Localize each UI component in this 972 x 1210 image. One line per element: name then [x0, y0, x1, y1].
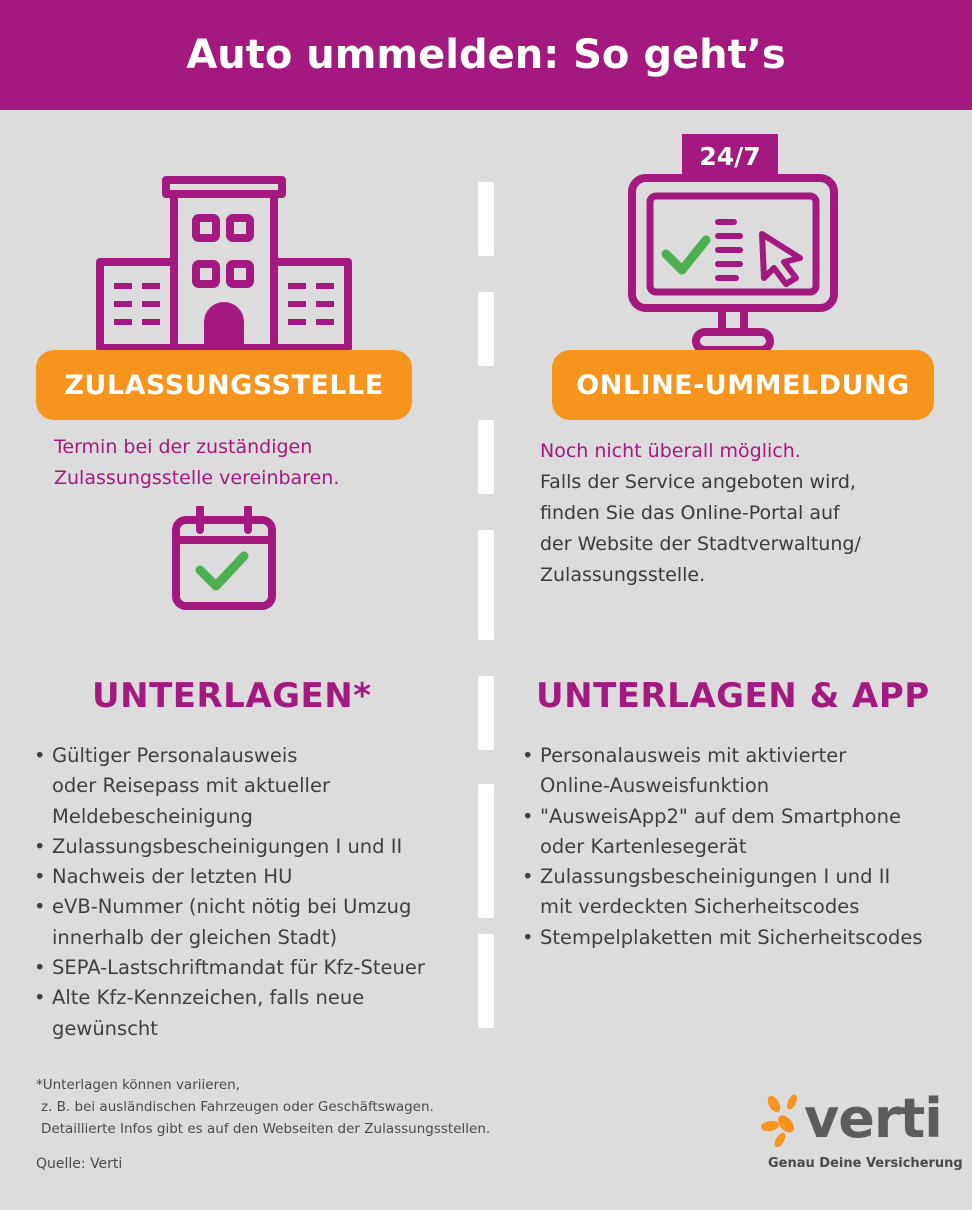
list-item [522, 862, 923, 923]
divider-dash [478, 420, 494, 494]
list-item-line: • Gültiger Personalausweis [52, 744, 298, 767]
left-document-list [34, 741, 425, 1044]
building-icon [96, 176, 352, 352]
page-title: Auto ummelden: So geht’s [186, 32, 786, 78]
right-description [540, 436, 861, 591]
list-item-line: gewünscht [52, 1016, 158, 1040]
badge-text: 24/7 [699, 142, 761, 171]
divider-dash [478, 530, 494, 640]
verti-logo [760, 1094, 808, 1148]
footnote-line: z. B. bei ausländischen Fahrzeugen oder Geschäftswagen. [41, 1099, 434, 1115]
left-heading: UNTERLAGEN* [92, 676, 372, 716]
list-item-line: innerhalb der gleichen Stadt) [52, 925, 338, 949]
list-item [34, 862, 425, 892]
divider-dash [478, 292, 494, 366]
description-highlight: Noch nicht überall möglich. [540, 440, 801, 462]
right-document-list [522, 741, 923, 953]
calendar-check-icon [170, 506, 278, 612]
list-item [522, 802, 923, 863]
list-item-line: • Personalausweis mit aktivierter [540, 744, 847, 767]
online-ummeldung-pill [552, 350, 934, 420]
description-line: Falls der Service angeboten wird, [540, 471, 856, 493]
list-item [34, 892, 425, 953]
list-item [522, 741, 923, 802]
divider-dash [478, 182, 494, 256]
list-item-line: mit verdeckten Sicherheitscodes [540, 895, 860, 919]
list-item [34, 983, 425, 1044]
divider-dash [478, 676, 494, 750]
list-item [34, 832, 425, 862]
list-item-line: • "AusweisApp2" auf dem Smartphone [540, 804, 901, 828]
list-item-line: • SEPA-Lastschriftmandat für Kfz-Steuer [52, 956, 425, 980]
source-note: Quelle: Verti [36, 1156, 123, 1172]
pill-label: ONLINE-UMMELDUNG [576, 369, 910, 401]
divider-dash [478, 934, 494, 1028]
list-item [34, 953, 425, 983]
list-item-line: • Alte Kfz-Kennzeichen, falls neue [52, 986, 365, 1010]
left-description [54, 432, 339, 494]
list-item-line: • Zulassungsbescheinigungen I und II [540, 865, 891, 889]
brand-name: verti [804, 1087, 942, 1150]
description-line: Zulassungsstelle vereinbaren. [54, 467, 340, 489]
divider-dash [478, 784, 494, 918]
description-line: Zulassungsstelle. [540, 564, 706, 586]
zulassungsstelle-pill [36, 350, 412, 420]
right-heading: UNTERLAGEN & APP [536, 676, 930, 716]
list-item-line: • Nachweis der letzten HU [52, 865, 293, 889]
list-item [522, 923, 923, 953]
list-item-line: • eVB-Nummer (nicht nötig bei Umzug [52, 895, 412, 919]
description-line: Termin bei der zuständigen [54, 436, 313, 458]
footnote-line: Detaillierte Infos gibt es auf den Webseiten der Zulassungsstellen. [41, 1121, 491, 1137]
brand-tagline: Genau Deine Versicherung [768, 1156, 963, 1171]
list-item-line: oder Kartenlesegerät [540, 834, 747, 858]
footnote [36, 1074, 490, 1140]
monitor-checklist-icon [626, 130, 840, 356]
pill-label: ZULASSUNGSSTELLE [64, 369, 384, 401]
list-item-line: • Stempelplaketten mit Sicherheitscodes [540, 925, 923, 949]
list-item [34, 741, 425, 832]
list-item-line: • Zulassungsbescheinigungen I und II [52, 834, 403, 858]
footnote-line: *Unterlagen können variieren, [36, 1077, 240, 1093]
list-item-line: Online-Ausweisfunktion [540, 774, 770, 798]
list-item-line: Meldebescheinigung [52, 804, 253, 828]
description-line: der Website der Stadtverwaltung/ [540, 533, 861, 555]
header-banner [0, 0, 972, 110]
list-item-line: oder Reisepass mit aktueller [52, 774, 330, 798]
description-line: finden Sie das Online-Portal auf [540, 502, 840, 524]
